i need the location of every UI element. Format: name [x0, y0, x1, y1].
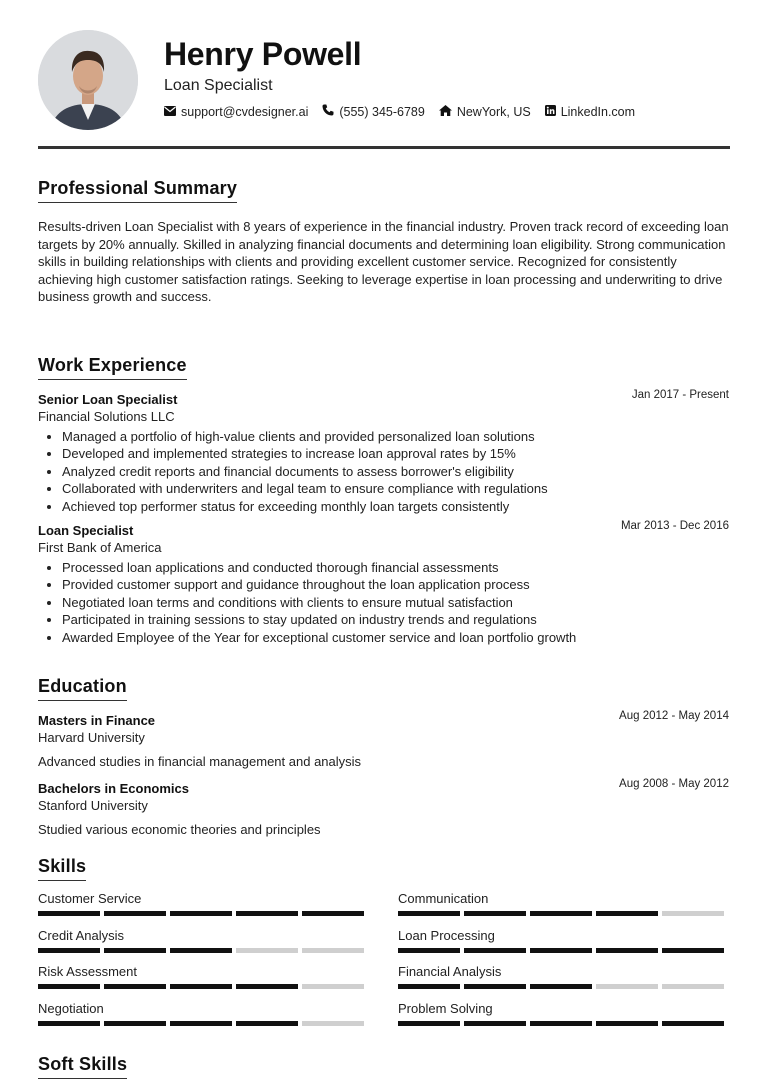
skill-segment-filled	[662, 948, 724, 953]
skill-item	[398, 964, 728, 989]
skill-segment-empty	[662, 984, 724, 989]
skill-segment-empty	[236, 948, 298, 953]
education-entry	[38, 778, 730, 837]
skill-segment-empty	[302, 1021, 364, 1026]
bullet-item: • Collaborated with underwriters and legal team to ensure compliance with regulations	[62, 480, 730, 497]
skill-segment-filled	[104, 1021, 166, 1026]
skill-segment-filled	[236, 911, 298, 916]
skill-segment-filled	[596, 1021, 658, 1026]
skill-segment-filled	[170, 984, 232, 989]
education-section	[38, 676, 730, 837]
job-bullets	[38, 428, 730, 515]
degree-title: Masters in Finance	[38, 713, 156, 728]
location-text: NewYork, US	[456, 104, 531, 119]
skill-item	[38, 1001, 368, 1026]
skill-name: Negotiation	[38, 1001, 104, 1016]
linkedin-icon	[545, 105, 561, 119]
skill-segment-filled	[302, 911, 364, 916]
job-dates: Mar 2013 - Dec 2016	[620, 520, 729, 533]
home-icon	[439, 105, 457, 119]
candidate-title: Loan Specialist	[164, 77, 273, 94]
candidate-name: Henry Powell	[164, 36, 362, 72]
skill-level-bar	[398, 911, 728, 916]
resume-header	[38, 0, 730, 149]
skill-level-bar	[38, 948, 368, 953]
education-dates: Aug 2008 - May 2012	[619, 778, 729, 790]
skills-heading: Skills	[38, 856, 86, 881]
resume-page	[38, 0, 730, 1074]
skill-item	[398, 928, 728, 953]
skill-name: Communication	[398, 891, 489, 906]
contact-location[interactable]	[439, 104, 531, 119]
skill-segment-filled	[530, 948, 592, 953]
summary-text: Results-driven Loan Specialist with 8 years of experience in the financial industry. Proven track record of exceeding loan targets by 20% annually. Skilled in analyzing financial documents and determining loan eligibility. Strong communication skills in building relationships with clients and providing excellent customer service. Recognized for consistently achieving high customer satisfaction ratings. Seeking to leverage expertise in loan processing and underwriting to drive business growth and success.	[38, 219, 729, 305]
skill-segment-filled	[170, 1021, 232, 1026]
skill-segment-filled	[596, 948, 658, 953]
skill-name: Financial Analysis	[398, 964, 502, 979]
contact-phone[interactable]	[322, 104, 424, 119]
job-entry	[38, 520, 730, 646]
school-name: Harvard University	[38, 730, 145, 745]
summary-heading: Professional Summary	[38, 178, 237, 203]
skill-segment-filled	[38, 911, 100, 916]
skill-segment-filled	[236, 984, 298, 989]
skill-segment-filled	[170, 911, 232, 916]
bullet-item: • Participated in training sessions to stay updated on industry trends and regulations	[62, 611, 730, 628]
skill-segment-empty	[596, 984, 658, 989]
education-description: Advanced studies in financial management and analysis	[38, 754, 362, 769]
skill-segment-filled	[236, 1021, 298, 1026]
skill-segment-filled	[398, 911, 460, 916]
skill-segment-filled	[398, 984, 460, 989]
job-title: Senior Loan Specialist	[38, 392, 178, 407]
skill-level-bar	[38, 1021, 368, 1026]
skill-item	[38, 964, 368, 989]
skill-name: Customer Service	[38, 891, 142, 906]
bullet-item: • Negotiated loan terms and conditions with clients to ensure mutual satisfaction	[62, 594, 730, 611]
bullet-item: • Provided customer support and guidance throughout the loan application process	[62, 576, 730, 593]
bullet-item: • Achieved top performer status for exceeding monthly loan targets consistently	[62, 498, 730, 515]
skill-segment-filled	[464, 911, 526, 916]
skills-section	[38, 856, 730, 1016]
skill-level-bar	[398, 984, 728, 989]
skill-segment-filled	[104, 984, 166, 989]
skill-segment-filled	[530, 911, 592, 916]
skill-level-bar	[38, 984, 368, 989]
skill-segment-empty	[302, 984, 364, 989]
skill-item	[398, 891, 728, 916]
bullet-item: • Developed and implemented strategies to increase loan approval rates by 15%	[62, 445, 730, 462]
skill-segment-empty	[302, 948, 364, 953]
bullet-item: • Processed loan applications and conducted thorough financial assessments	[62, 559, 730, 576]
skill-item	[38, 891, 368, 916]
skill-name: Loan Processing	[398, 928, 495, 943]
school-name: Stanford University	[38, 798, 148, 813]
skill-level-bar	[398, 948, 728, 953]
skill-segment-filled	[398, 948, 460, 953]
summary-section	[38, 178, 730, 306]
skill-segment-filled	[398, 1021, 460, 1026]
skill-segment-filled	[170, 948, 232, 953]
skill-segment-filled	[104, 948, 166, 953]
skill-segment-filled	[662, 1021, 724, 1026]
skill-level-bar	[38, 911, 368, 916]
skill-level-bar	[398, 1021, 728, 1026]
skill-segment-filled	[38, 948, 100, 953]
phone-icon	[322, 104, 339, 119]
contact-row	[164, 104, 649, 119]
education-dates: Aug 2012 - May 2014	[619, 710, 729, 722]
job-bullets	[38, 559, 730, 646]
contact-linkedin[interactable]	[545, 104, 635, 119]
skill-name: Risk Assessment	[38, 964, 137, 979]
header-divider	[38, 146, 730, 149]
job-entry	[38, 389, 730, 515]
skill-segment-filled	[596, 911, 658, 916]
skill-segment-filled	[530, 1021, 592, 1026]
bullet-item: • Managed a portfolio of high-value clients and provided personalized loan solutions	[62, 428, 730, 445]
bullet-item: • Awarded Employee of the Year for exceptional customer service and loan portfolio growth	[62, 629, 730, 646]
skill-item	[38, 928, 368, 953]
experience-section	[38, 355, 730, 646]
degree-title: Bachelors in Economics	[38, 781, 189, 796]
skill-segment-filled	[530, 984, 592, 989]
contact-email[interactable]	[164, 104, 308, 119]
education-entry	[38, 710, 730, 769]
soft-skills-heading: Soft Skills	[38, 1054, 127, 1079]
linkedin-text: LinkedIn.com	[560, 104, 636, 119]
job-title: Loan Specialist	[38, 523, 134, 539]
skill-segment-filled	[38, 984, 100, 989]
skill-segment-filled	[464, 984, 526, 989]
skill-segment-filled	[38, 1021, 100, 1026]
skill-segment-filled	[464, 948, 526, 953]
skill-name: Problem Solving	[398, 1001, 493, 1016]
skill-item	[398, 1001, 728, 1026]
bullet-item: • Analyzed credit reports and financial documents to assess borrower's eligibility	[62, 463, 730, 480]
job-dates: Jan 2017 - Present	[631, 389, 729, 401]
experience-heading: Work Experience	[38, 355, 187, 380]
email-text: support@cvdesigner.ai	[181, 104, 309, 119]
envelope-icon	[164, 105, 181, 119]
skill-segment-filled	[464, 1021, 526, 1026]
job-company: Financial Solutions LLC	[38, 409, 175, 424]
skill-segment-empty	[662, 911, 724, 916]
avatar	[38, 30, 138, 130]
job-company: First Bank of America	[38, 540, 162, 556]
skill-name: Credit Analysis	[38, 928, 124, 943]
soft-skills-section	[38, 1054, 730, 1079]
skill-segment-filled	[104, 911, 166, 916]
education-heading: Education	[38, 676, 127, 701]
education-description: Studied various economic theories and principles	[38, 822, 321, 837]
phone-text: (555) 345-6789	[339, 104, 425, 119]
